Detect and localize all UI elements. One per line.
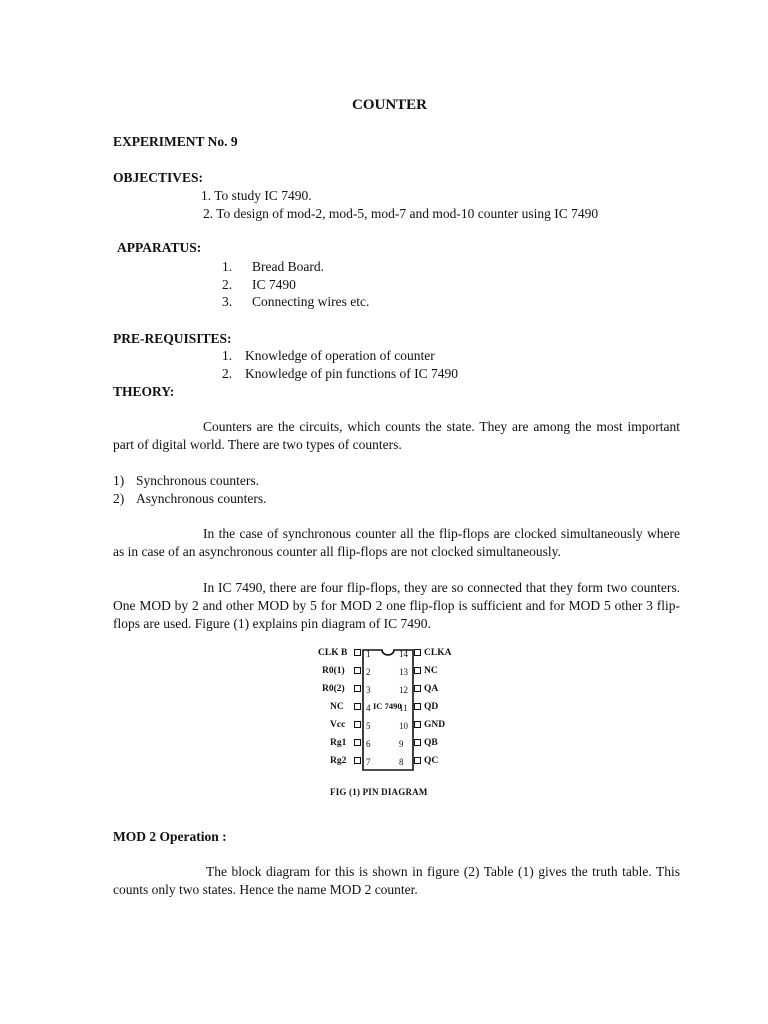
pin-number: 2: [366, 667, 371, 677]
mod2-heading: MOD 2 Operation :: [113, 829, 227, 844]
pin-number: 6: [366, 739, 371, 749]
pin-number: 8: [399, 757, 404, 767]
pin-name: R0(2): [322, 684, 345, 694]
theory-paragraph-2: In the case of synchronous counter all the flip-flops are clocked simultaneously where as in case of an asynchronous counter all flip-flops are not clocked simultaneously.: [113, 526, 680, 559]
apparatus-num: 1.: [222, 259, 233, 274]
apparatus-item: Bread Board.: [252, 259, 324, 274]
pin-name: CLK B: [318, 648, 348, 658]
pin-square-icon: [354, 703, 362, 711]
pin-number: 10: [399, 721, 408, 731]
pin-name: QB: [424, 738, 438, 748]
objective-item: 1. To study IC 7490.: [201, 188, 312, 203]
apparatus-num: 2.: [222, 277, 233, 292]
pin-number: 4: [366, 703, 371, 713]
objectives-heading: OBJECTIVES:: [113, 170, 204, 185]
pin-number: 9: [399, 739, 404, 749]
theory-paragraph-3: In IC 7490, there are four flip-flops, they are so connected that they form two counters. One MOD by 2 and other MOD by 5 for MOD 2 one flip-flop is sufficient and for MOD 5 other 3 flip-flops are used. Figure (1) explains pin diagram of IC 7490.: [113, 580, 680, 631]
pin-name: Vcc: [330, 720, 346, 730]
pin-square-icon: [414, 667, 422, 675]
prereq-num: 1.: [222, 348, 233, 363]
prerequisites-heading: PRE-REQUISITES:: [113, 331, 232, 346]
objective-item: 2. To design of mod-2, mod-5, mod-7 and mod-10 counter using IC 7490: [203, 206, 599, 221]
pin-name: R0(1): [322, 666, 345, 676]
counter-type-item: Synchronous counters.: [136, 473, 259, 488]
apparatus-item: IC 7490: [252, 277, 296, 292]
counter-type-item: Asynchronous counters.: [136, 491, 267, 506]
pin-name: CLKA: [424, 648, 452, 658]
pin-name: Rg2: [330, 756, 347, 766]
pin-square-icon: [414, 703, 422, 711]
pin-name: NC: [424, 666, 438, 676]
pin-square-icon: [354, 649, 362, 657]
apparatus-item: Connecting wires etc.: [252, 294, 370, 309]
theory-paragraph-1: Counters are the circuits, which counts the state. They are among the most important part of digital world. There are two types of counters.: [113, 419, 680, 452]
pin-number: 3: [366, 685, 371, 695]
pin-square-icon: [414, 739, 422, 747]
pin-number: 14: [399, 649, 408, 659]
pin-name: NC: [330, 702, 344, 712]
pin-number: 1: [366, 649, 371, 659]
prereq-item: Knowledge of pin functions of IC 7490: [245, 366, 458, 381]
page-title: COUNTER: [352, 97, 428, 113]
pin-number: 5: [366, 721, 371, 731]
pin-number: 11: [399, 703, 408, 713]
pin-square-icon: [414, 721, 422, 729]
apparatus-num: 3.: [222, 294, 233, 309]
pin-name: GND: [424, 720, 446, 730]
pin-square-icon: [354, 685, 362, 693]
pin-square-icon: [354, 739, 362, 747]
pin-square-icon: [354, 667, 362, 675]
chip-label: IC 7490: [373, 701, 402, 711]
figure-caption: FIG (1) PIN DIAGRAM: [330, 787, 428, 797]
pin-number: 12: [399, 685, 408, 695]
counter-type-num: 2): [113, 491, 125, 506]
pin-square-icon: [354, 721, 362, 729]
pin-number: 7: [366, 757, 371, 767]
pin-name: QC: [424, 756, 439, 766]
prereq-item: Knowledge of operation of counter: [245, 348, 435, 363]
pin-square-icon: [414, 649, 422, 657]
apparatus-heading: APPARATUS:: [117, 240, 202, 255]
pin-square-icon: [414, 685, 422, 693]
mod2-paragraph: The block diagram for this is shown in figure (2) Table (1) gives the truth table. This counts only two states. Hence the name MOD 2 counter.: [113, 864, 680, 897]
pin-name: QA: [424, 684, 439, 694]
counter-type-num: 1): [113, 473, 125, 488]
pin-diagram-figure: [318, 642, 458, 800]
prereq-num: 2.: [222, 366, 233, 381]
theory-heading: THEORY:: [113, 384, 175, 399]
experiment-number: EXPERIMENT No. 9: [113, 134, 238, 149]
pin-square-icon: [414, 757, 422, 765]
pin-number: 13: [399, 667, 408, 677]
pin-name: Rg1: [330, 738, 347, 748]
pin-name: QD: [424, 702, 439, 712]
pin-square-icon: [354, 757, 362, 765]
